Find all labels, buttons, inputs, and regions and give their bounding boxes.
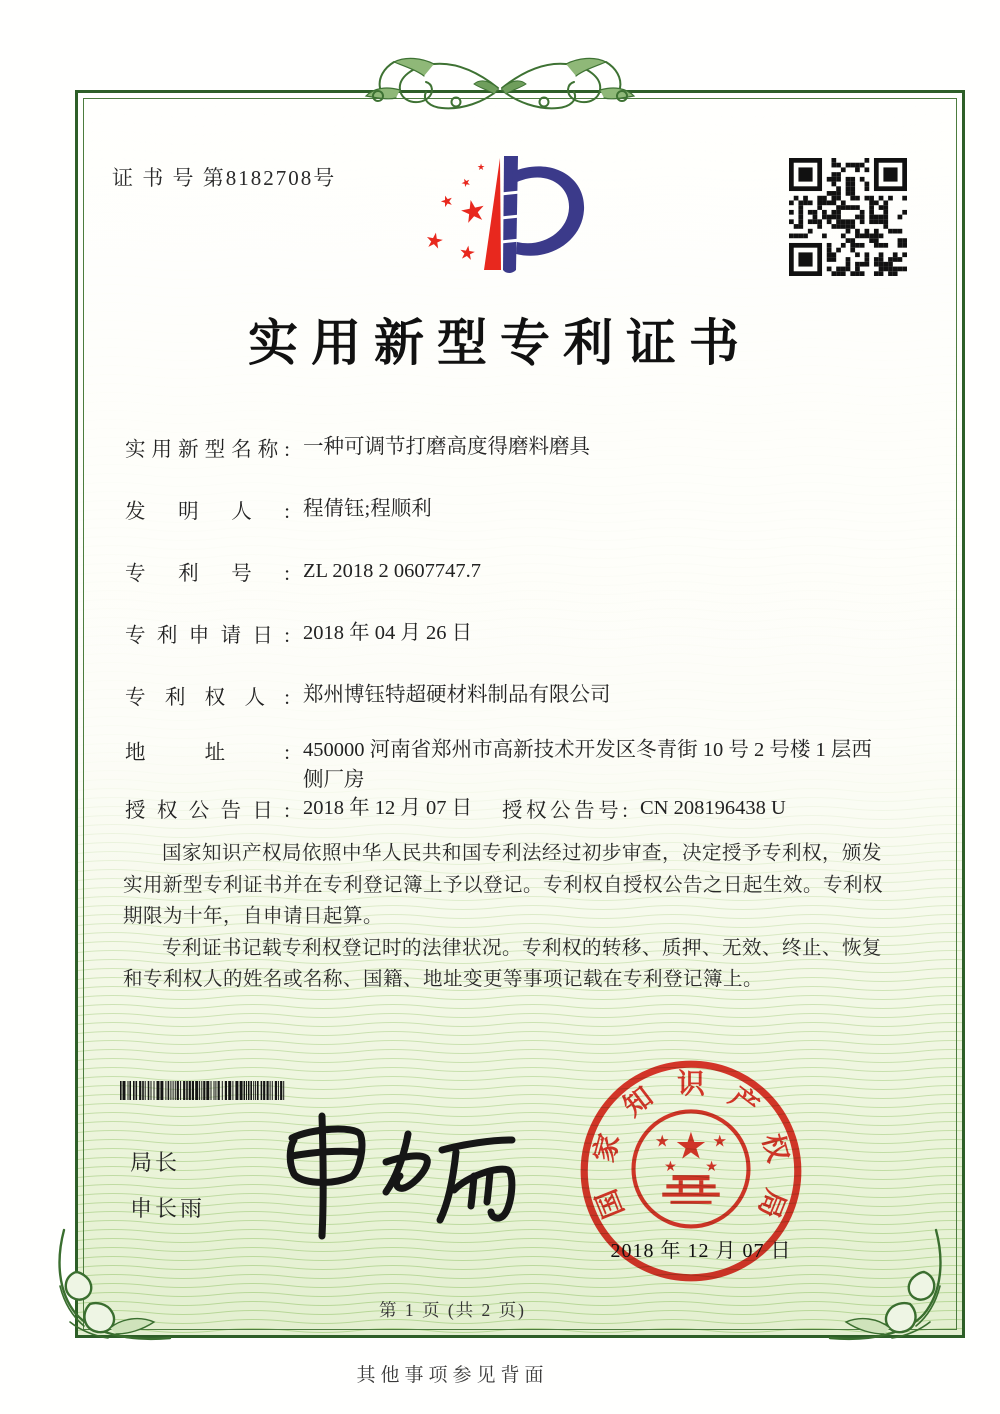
svg-text:识: 识 [677,1067,705,1099]
certificate-title: 实用新型专利证书 [248,315,752,371]
svg-text:★: ★ [477,163,486,173]
field-label: 发明人: [125,501,290,523]
svg-text:★: ★ [458,174,474,191]
field-row-patent-number [125,556,481,586]
svg-text:★: ★ [423,227,446,255]
svg-text:知: 知 [617,1080,659,1123]
field-value: 一种可调节打磨高度得磨料磨具 [303,436,590,458]
svg-text:★: ★ [674,1124,708,1168]
svg-text:权: 权 [756,1130,795,1166]
svg-text:★: ★ [705,1159,718,1175]
corner-flourish-icon [818,1226,950,1354]
svg-text:家: 家 [587,1130,626,1166]
signature-icon [258,1098,526,1250]
legal-statement [123,838,889,996]
field-value: CN 208196438 U [640,797,786,819]
svg-text:★: ★ [437,190,457,212]
svg-text:产: 产 [723,1080,765,1123]
field-row-address [125,735,883,795]
svg-text:★: ★ [654,1131,670,1151]
field-label: 专利申请日: [125,625,290,647]
field-row-utility-model-name [125,432,590,462]
svg-text:★: ★ [457,241,478,266]
page-number: 第 1 页 (共 2 页) [378,1300,527,1320]
field-row-filing-date [125,618,472,648]
field-row-patentee [125,680,611,710]
field-label: 专利号: [125,563,290,585]
field-value: 450000 河南省郑州市高新技术开发区冬青街 10 号 2 号楼 1 层西侧厂房 [303,739,872,791]
cnipa-patent-logo-icon [400,146,610,298]
svg-text:★: ★ [664,1159,677,1175]
svg-text:局: 局 [752,1185,792,1223]
field-label: 地址: [125,742,290,764]
field-row-grant [125,793,895,823]
field-value: 程倩钰;程顺利 [303,498,432,520]
field-label: 授权公告号: [502,800,628,822]
qr-code-icon [789,158,907,276]
certificate-number: 证 书 号 第8182708号 [112,166,337,190]
signer-name: 申长雨 [130,1196,206,1221]
corner-flourish-icon [50,1226,182,1354]
top-dragon-ornament-icon [338,52,662,124]
svg-text:国: 国 [590,1185,630,1223]
field-row-inventor [125,494,432,524]
field-label: 授权公告日: [125,800,290,822]
field-label: 实用新型名称: [125,439,290,461]
field-value: ZL 2018 2 0607747.7 [303,560,482,582]
field-value: 2018 年 04 月 26 日 [303,622,473,644]
signer-title: 局长 [130,1150,181,1175]
back-side-note: 其他事项参见背面 [356,1365,549,1386]
svg-text:★: ★ [456,191,490,232]
field-label: 专利权人: [125,687,290,709]
field-value: 郑州博钰特超硬材料制品有限公司 [303,684,611,706]
legal-paragraph: 专利证书记载专利权登记时的法律状况。专利权的转移、质押、无效、终止、恢复和专利权人的姓名或名称、国籍、地址变更等事项记载在专利登记簿上。 [123,937,883,990]
svg-text:★: ★ [712,1131,728,1151]
grant-number-pair [502,793,786,823]
field-value: 2018 年 12 月 07 日 [303,797,473,819]
seal-date: 2018 年 12 月 07 日 [610,1240,792,1262]
legal-paragraph: 国家知识产权局依照中华人民共和国专利法经过初步审查，决定授予专利权，颁发实用新型专利证书并在专利登记簿上予以登记。专利权自授权公告之日起生效。专利权期限为十年，自申请日起算。 [123,843,884,927]
